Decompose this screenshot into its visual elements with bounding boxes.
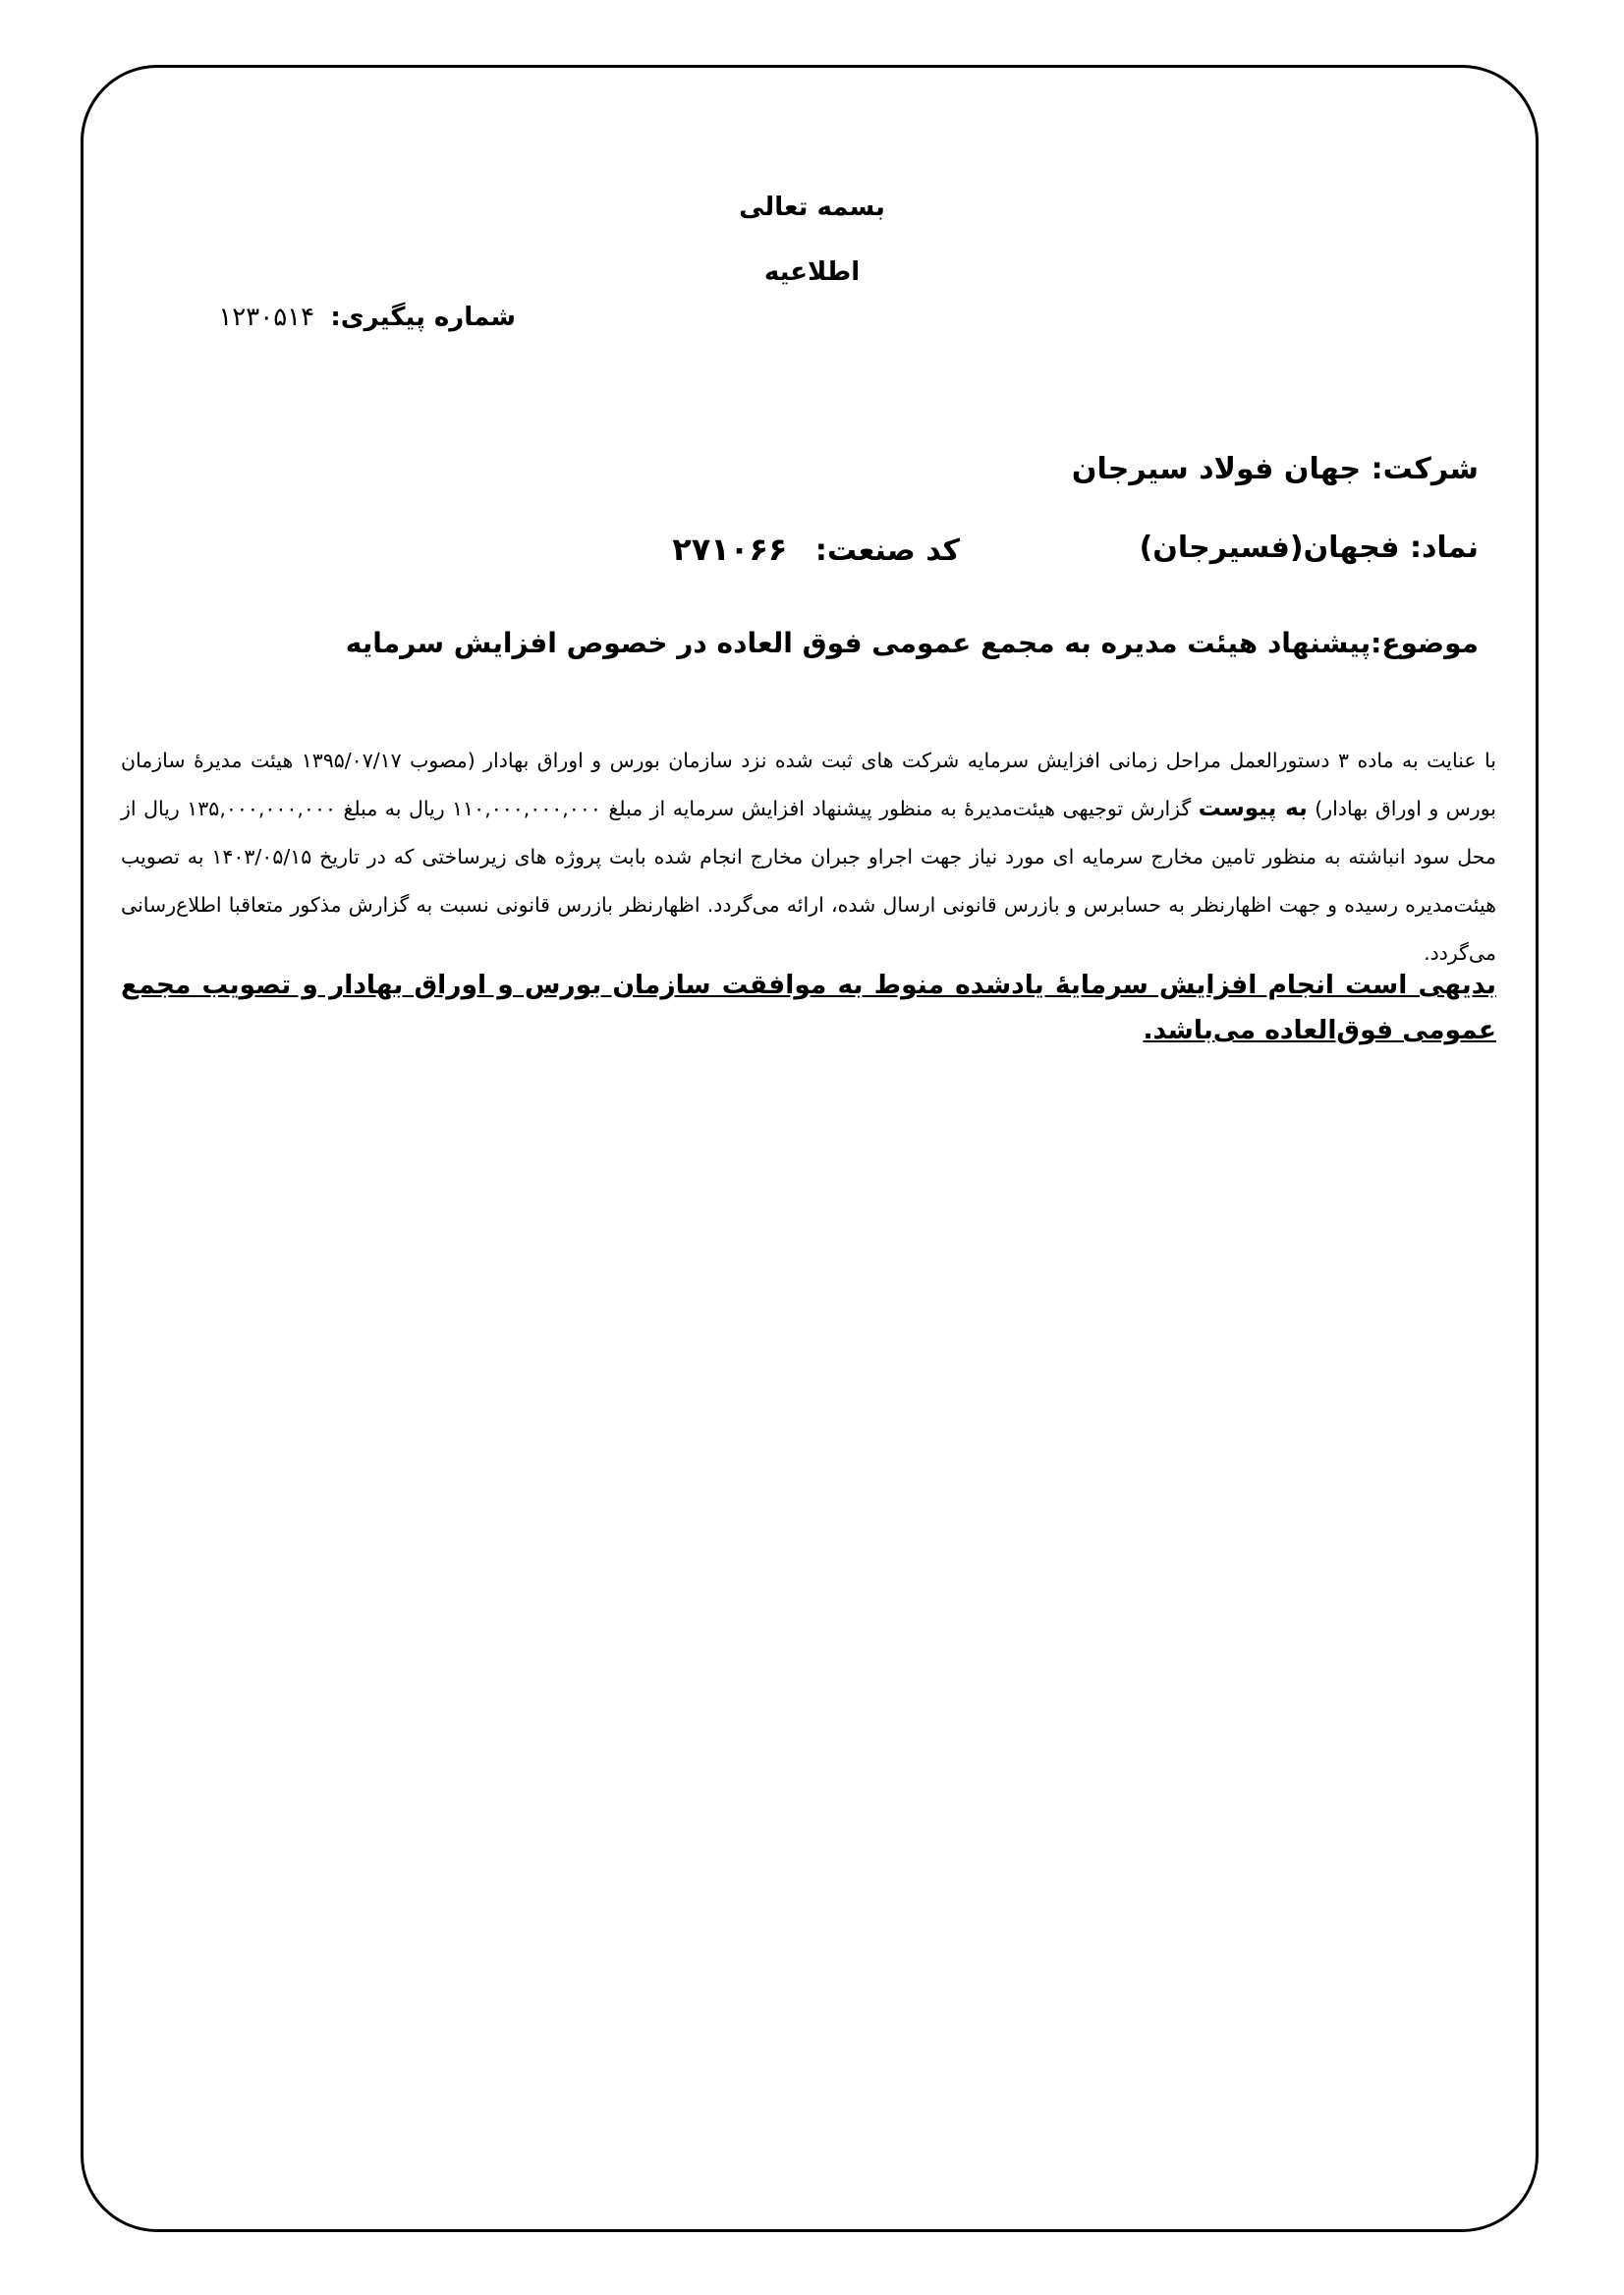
tracking-number-value: ۱۲۳۰۵۱۴ — [218, 303, 315, 332]
body-text-part2: گزارش توجیهی هیئت‌مدیرهٔ به منظور پیشنهاد افزایش سرمایه از مبلغ ۱۱۰,۰۰۰,۰۰۰,۰۰۰ ریال به مبلغ ۱۳۵,۰۰۰,۰۰۰,۰۰۰ ریال از محل سود انباشته به منظور تامین مخارج سرمایه ای مورد نیاز جهت اجراو جبران مخارج انجام شده بابت پروژه های زیرساختی که در تاریخ ۱۴۰۳/۰۵/۱۵ به تصویب هیئت‌مدیره رسیده و جهت اظهارنظر به حسابرس و بازرس قانونی ارسال شده، ارائه می‌گردد. اظهارنظر بازرس قانونی نسبت به گزارش مذکور متعاقبا اطلاع‌رسانی می‌گردد. — [121, 797, 1496, 965]
page-border-frame — [81, 65, 1539, 2232]
legal-notice: بدیهی است انجام افزایش سرمایهٔ یادشده منوط به موافقت سازمان بورس و اوراق بهادار و تصویب مجمع عمومی فوق‌العاده می‌باشد. — [121, 970, 1496, 1045]
tracking-number-label: شماره پیگیری: — [330, 303, 516, 332]
tracking-number-line — [218, 303, 516, 332]
company-name: شرکت: جهان فولاد سیرجان — [1071, 452, 1479, 486]
industry-code-line — [672, 531, 960, 568]
industry-code-value: ۲۷۱۰۶۶ — [672, 531, 788, 568]
ticker-symbol: نماد: فجهان(فسیرجان) — [1139, 531, 1479, 565]
bismillah-heading: بسمه تعالی — [739, 193, 885, 222]
notice-title: اطلاعیه — [763, 257, 861, 287]
attachment-phrase: به پیوست — [1198, 796, 1308, 821]
subject-line: موضوع:پیشنهاد هیئت مدیره به مجمع عمومی فوق العاده در خصوص افزایش سرمایه — [345, 627, 1479, 659]
industry-code-label: کد صنعت: — [814, 533, 960, 568]
body-text-part1: با عنایت به ماده ۳ دستورالعمل مراحل زمانی افزایش سرمایه شرکت های ثبت شده نزد سازمان بورس و اوراق بهادار (مصوب ۱۳۹۵/۰۷/۱۷ هیئت مدیرهٔ سازمان بورس و اوراق بهادار) — [121, 749, 1496, 820]
body-paragraph — [121, 737, 1496, 978]
